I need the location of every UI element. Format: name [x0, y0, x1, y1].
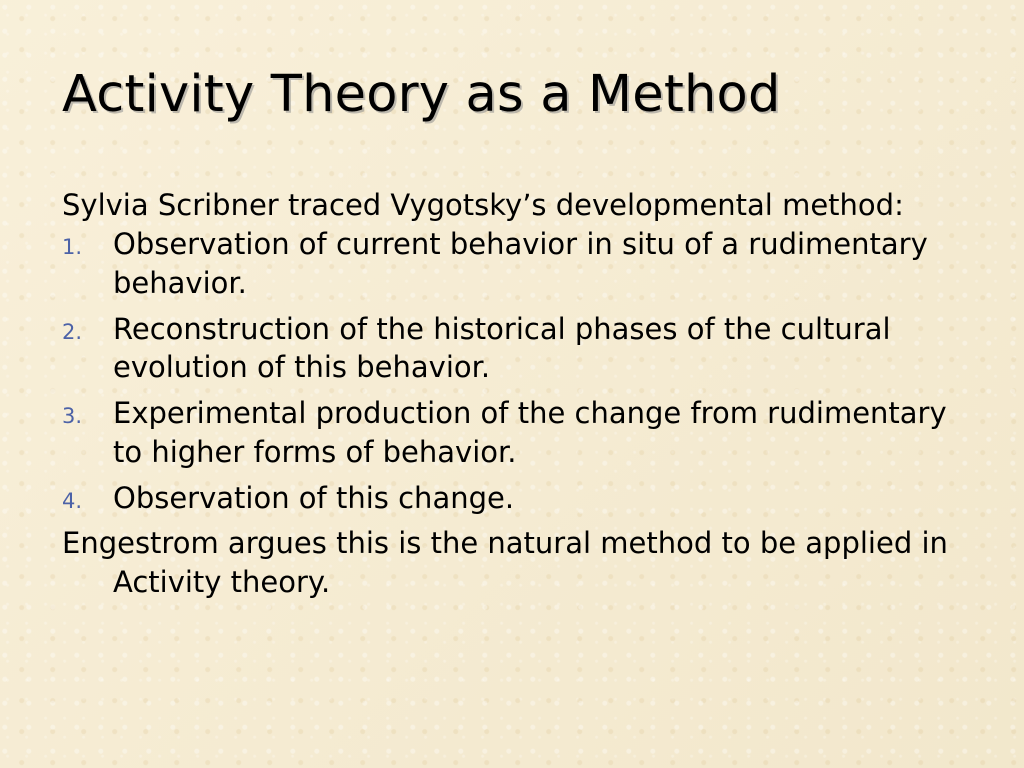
list-item	[62, 479, 962, 518]
method-steps-list	[62, 225, 962, 518]
list-number: 4.	[62, 489, 83, 514]
list-number: 2.	[62, 319, 83, 344]
list-text: Observation of this change.	[113, 481, 515, 516]
list-text: Reconstruction of the historical phases of the cultural evolution of this behavior.	[113, 311, 891, 385]
slide-title: Activity Theory as a Method	[62, 65, 781, 124]
list-text: Observation of current behavior in situ of a rudimentary behavior.	[113, 226, 928, 300]
list-item	[62, 394, 962, 472]
list-number: 1.	[62, 234, 83, 259]
list-text: Experimental production of the change from rudimentary to higher forms of behavior.	[113, 396, 947, 470]
list-item	[62, 225, 962, 303]
slide-body	[62, 186, 962, 602]
list-item	[62, 310, 962, 388]
list-number: 3.	[62, 404, 83, 429]
outro-text: Engestrom argues this is the natural method to be applied in Activity theory.	[62, 525, 948, 599]
intro-text: Sylvia Scribner traced Vygotsky’s developmental method:	[62, 188, 904, 222]
